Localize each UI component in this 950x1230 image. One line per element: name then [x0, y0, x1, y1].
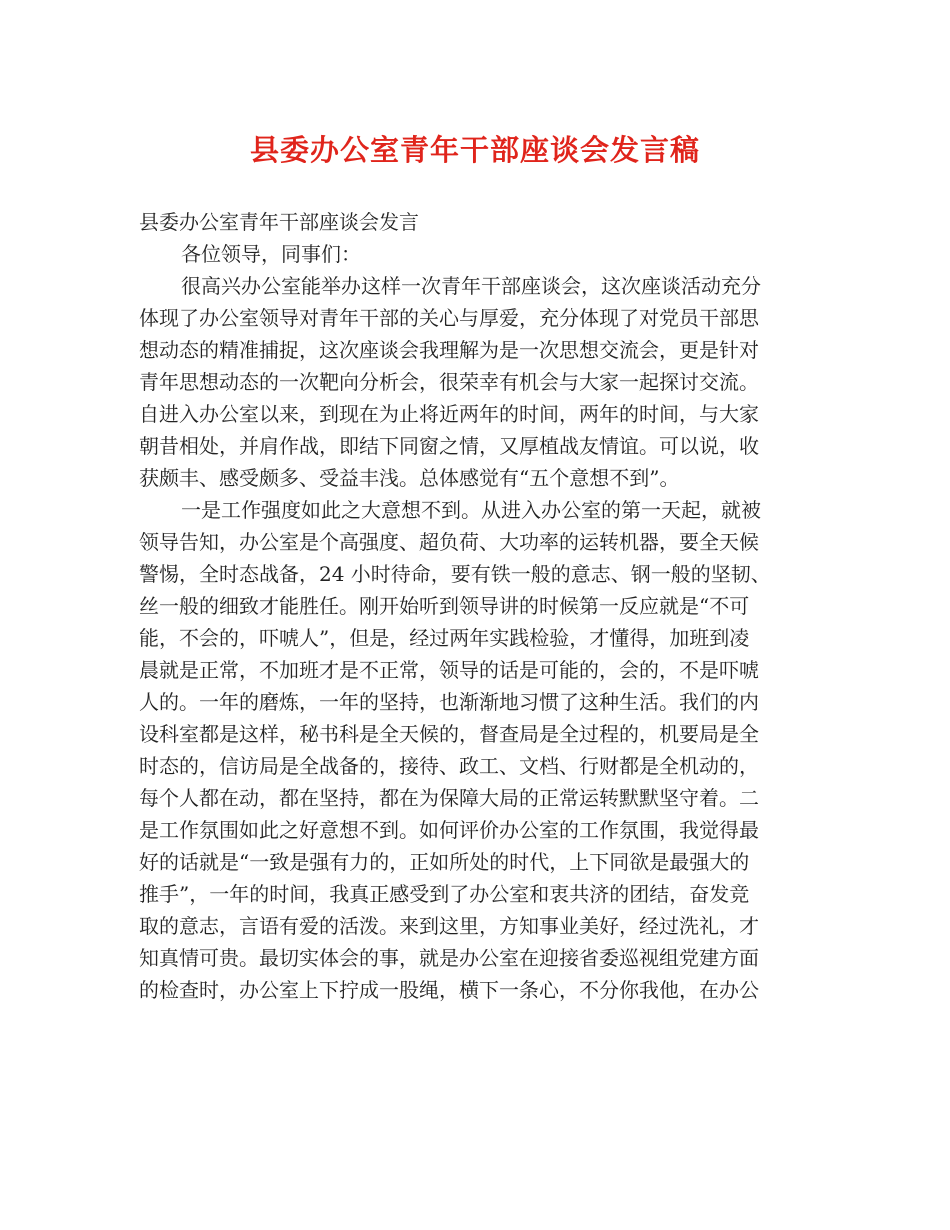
paragraph-line: 是工作氛围如此之好意想不到。如何评价办公室的工作氛围，我觉得最: [139, 818, 759, 842]
paragraph-line: 每个人都在动，都在坚持，都在为保障大局的正常运转默默坚守着。二: [139, 786, 759, 810]
paragraph-line: 很高兴办公室能举办这样一次青年干部座谈会，这次座谈活动充分: [181, 274, 761, 298]
paragraph-line: 丝一般的细致才能胜任。刚开始听到领导讲的时候第一反应就是“不可: [139, 594, 750, 618]
paragraph-line: 朝昔相处，并肩作战，即结下同窗之情，又厚植战友情谊。可以说，收: [139, 434, 759, 458]
paragraph-line: 警惕，全时态战备，24 小时待命，要有铁一般的意志、钢一般的坚韧、: [139, 562, 771, 586]
paragraph-line: 的检查时，办公室上下拧成一股绳，横下一条心，不分你我他，在办公: [139, 978, 759, 1002]
salutation-line: 各位领导，同事们：: [181, 242, 361, 266]
paragraph-line: 领导告知，办公室是个高强度、超负荷、大功率的运转机器，要全天候: [139, 530, 759, 554]
paragraph-line: 青年思想动态的一次靶向分析会，很荣幸有机会与大家一起探讨交流。: [139, 370, 759, 394]
paragraph-line: 设科室都是这样，秘书科是全天候的，督查局是全过程的，机要局是全: [139, 722, 759, 746]
paragraph-line: 知真情可贵。最切实体会的事，就是办公室在迎接省委巡视组党建方面: [139, 946, 759, 970]
paragraph-line: 人的。一年的磨炼，一年的坚持，也渐渐地习惯了这种生活。我们的内: [139, 690, 759, 714]
paragraph-line: 获颇丰、感受颇多、受益丰浅。总体感觉有“五个意想不到”。: [139, 466, 680, 490]
paragraph-line: 晨就是正常，不加班才是不正常，领导的话是可能的，会的，不是吓唬: [139, 658, 759, 682]
paragraph-line: 想动态的精准捕捉，这次座谈会我理解为是一次思想交流会，更是针对: [139, 338, 759, 362]
paragraph-line: 时态的，信访局是全战备的，接待、政工、文档、行财都是全机动的，: [139, 754, 759, 778]
paragraph-line: 好的话就是“一致是强有力的，正如所处的时代，上下同欲是最强大的: [139, 850, 750, 874]
document-title: 县委办公室青年干部座谈会发言稿: [249, 133, 700, 167]
paragraph-line: 一是工作强度如此之大意想不到。从进入办公室的第一天起，就被: [181, 498, 761, 522]
paragraph-line: 取的意志，言语有爱的活泼。来到这里，方知事业美好，经过洗礼，才: [139, 914, 759, 938]
paragraph-line: 体现了办公室领导对青年干部的关心与厚爱，充分体现了对党员干部思: [139, 306, 759, 330]
paragraph-line: 自进入办公室以来，到现在为止将近两年的时间，两年的时间，与大家: [139, 402, 759, 426]
paragraph-line: 推手”，一年的时间，我真正感受到了办公室和衷共济的团结，奋发竞: [139, 882, 750, 906]
document-subtitle: 县委办公室青年干部座谈会发言: [139, 210, 419, 234]
paragraph-line: 能，不会的，吓唬人”，但是，经过两年实践检验，才懂得，加班到凌: [139, 626, 750, 650]
